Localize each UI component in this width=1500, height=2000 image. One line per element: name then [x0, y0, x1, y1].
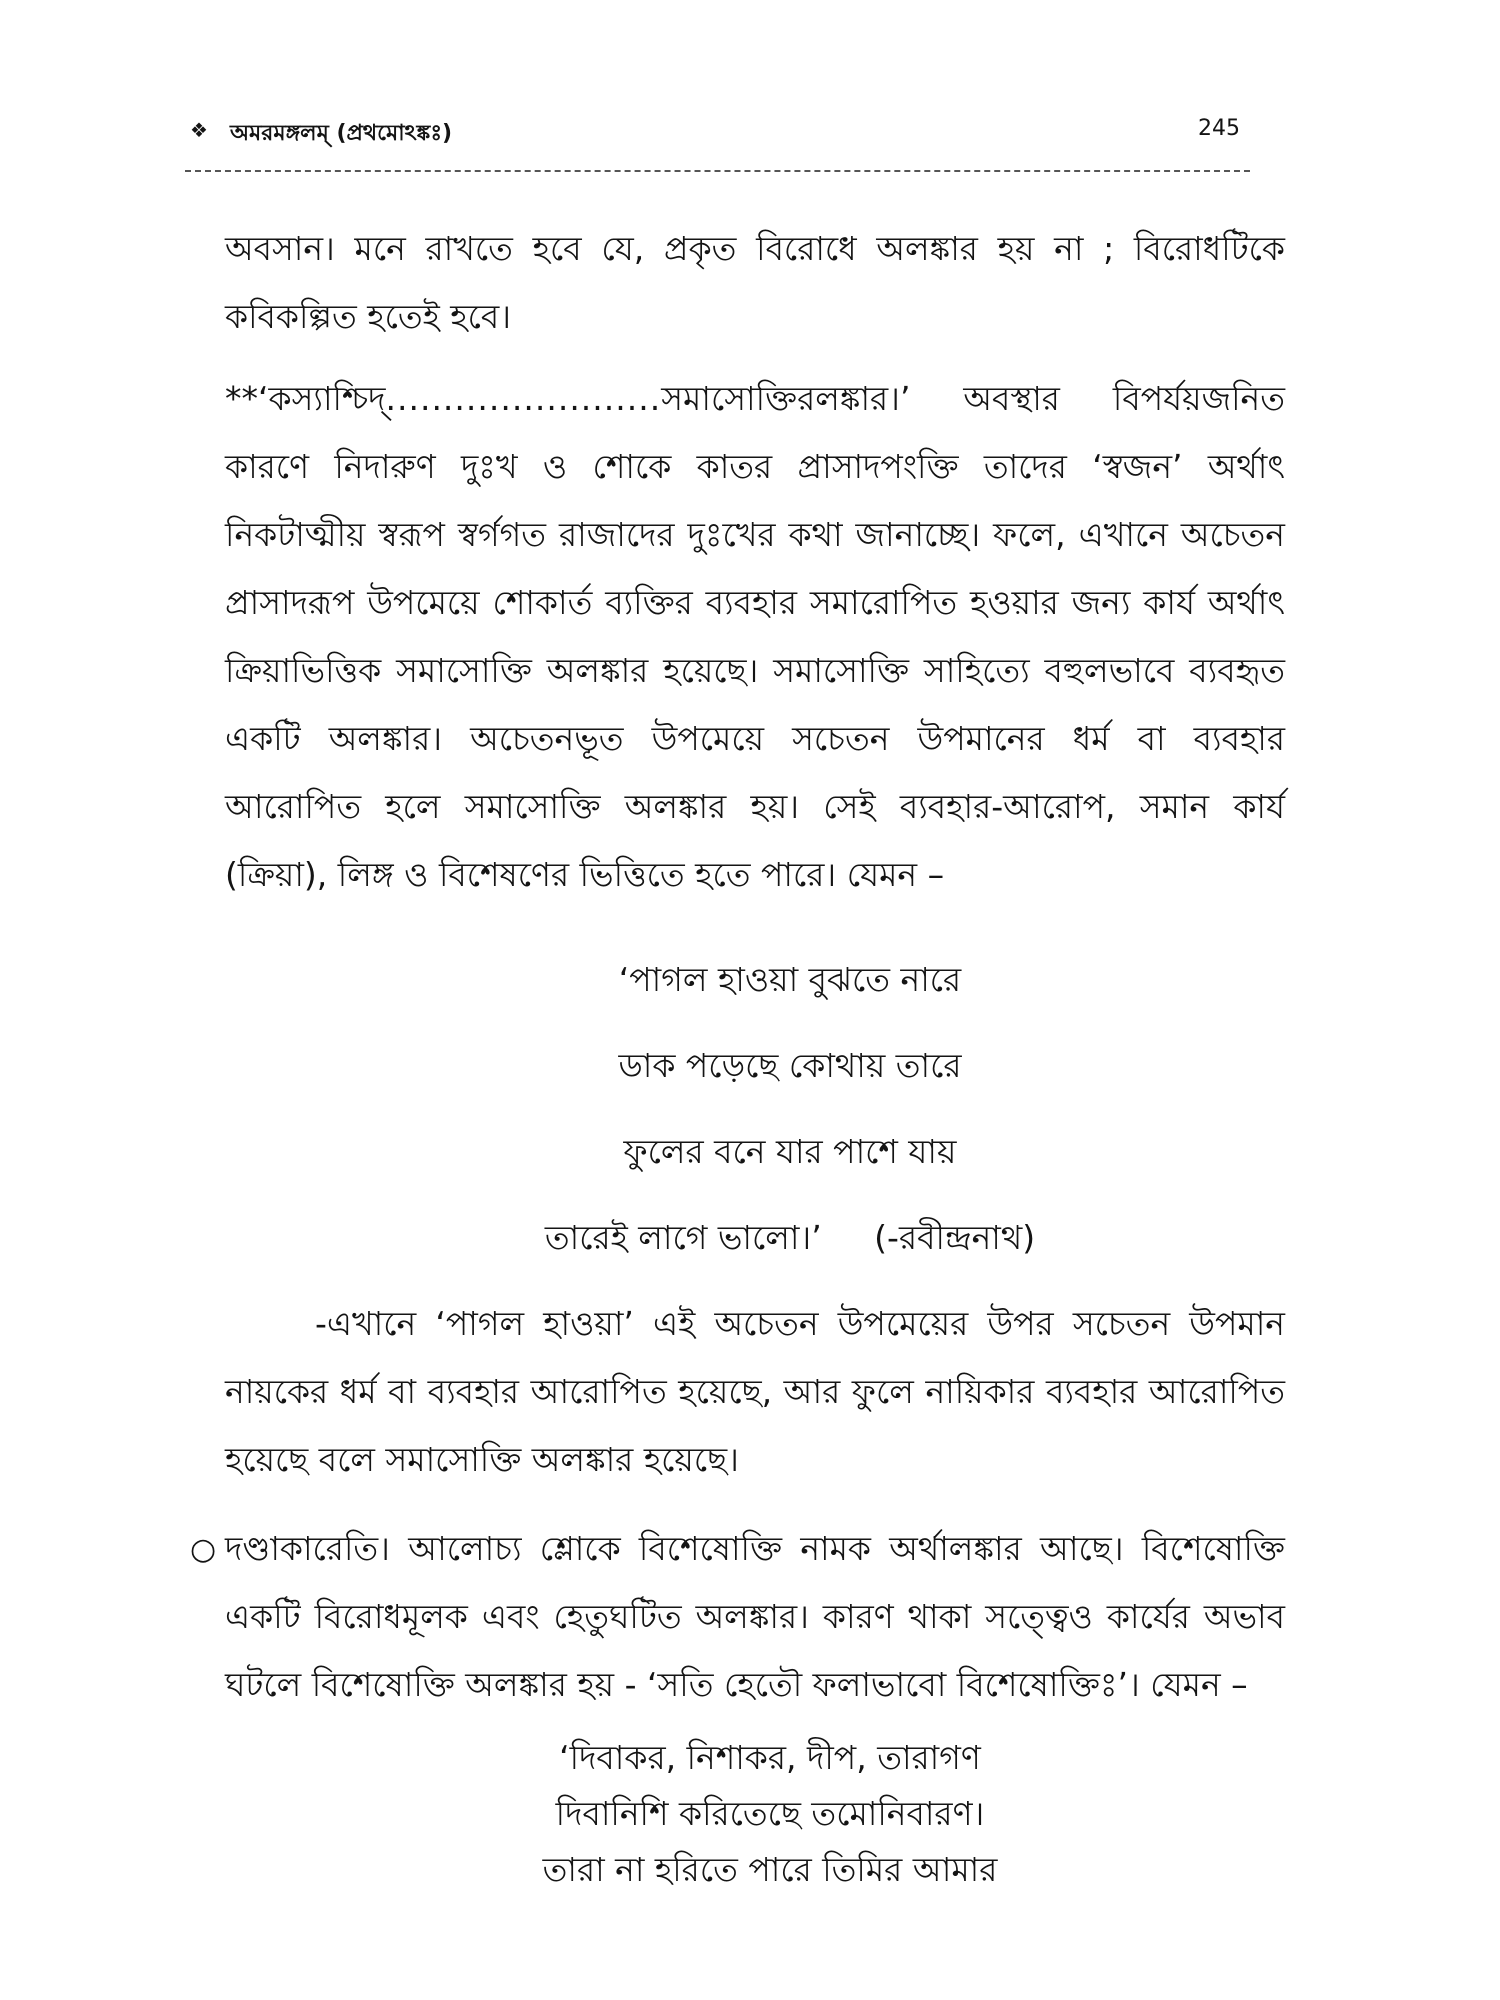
- verse-line: ফুলের বনে যার পাশে যায়: [623, 1132, 957, 1171]
- header-title: অমরমঙ্গলম্ (প্রথমোঽঙ্কঃ): [230, 121, 453, 146]
- verse-line: দিবানিশি করিতেছে তমোনিবারণ।: [555, 1794, 985, 1833]
- verse-line: [440, 1195, 1140, 1281]
- quote-lead: **‘কস্যাশ্চিদ্: [225, 379, 386, 418]
- paragraph-text: অবসান। মনে রাখতে হবে যে, প্রকৃত বিরোধে অলঙ্কার হয় না ; বিরোধটিকে কবিকল্পিত হতেই হবে।: [225, 229, 1285, 336]
- diamond-ornament-icon: ❖: [190, 118, 208, 142]
- running-header: [190, 112, 1240, 152]
- verse-last-line: তারেই লাগে ভালো।’: [544, 1218, 822, 1257]
- verse-text: [420, 1730, 1120, 1898]
- circle-bullet-icon: ○: [190, 1532, 217, 1567]
- paragraph-4: [225, 1515, 1285, 1719]
- page-number: 245: [1198, 116, 1240, 141]
- verse-text: [440, 937, 1140, 1281]
- verse-attribution: (-রবীন্দ্রনাথ): [874, 1218, 1036, 1257]
- ellipsis-dots: ........................: [385, 379, 662, 418]
- verse-line: ‘পাগল হাওয়া বুঝতে নারে: [618, 960, 962, 999]
- header-divider: [185, 170, 1250, 172]
- paragraph-text: -এখানে ‘পাগল হাওয়া’ এই অচেতন উপমেয়ের উপর সচেতন উপমান নায়কের ধর্ম বা ব্যবহার আরোপিত হয়েছে, আর ফুলে নায়িকার ব্যবহার আরোপিত হয়েছে বলে সমাসোক্তি অলঙ্কার হয়েছে।: [225, 1304, 1285, 1479]
- paragraph-1: [225, 215, 1285, 351]
- paragraph-text: দণ্ডাকারেতি। আলোচ্য শ্লোকে বিশেষোক্তি নামক অর্থালঙ্কার আছে। বিশেষোক্তি একটি বিরোধমূলক এবং হেতুঘটিত অলঙ্কার। কারণ থাকা সত্ত্বেও কার্যের অভাব ঘটলে বিশেষোক্তি অলঙ্কার হয় - ‘সতি হেতৌ ফলাভাবো বিশেষোক্তিঃ’। যেমন –: [225, 1529, 1285, 1704]
- verse-line: ‘দিবাকর, নিশাকর, দীপ, তারাগণ: [559, 1738, 981, 1777]
- paragraph-3: [225, 1290, 1285, 1494]
- paragraph-text: [225, 365, 1285, 909]
- paragraph-rest: সমাসোক্তিরলঙ্কার।’ অবস্থার বিপর্যয়জনিত কারণে নিদারুণ দুঃখ ও শোকে কাতর প্রাসাদপংক্তি তাদের ‘স্বজন’ অর্থাৎ নিকটাত্মীয় স্বরূপ স্বর্গগত রাজাদের দুঃখের কথা জানাচ্ছে। ফলে, এখানে অচেতন প্রাসাদরূপ উপমেয়ে শোকার্ত ব্যক্তির ব্যবহার সমারোপিত হওয়ার জন্য কার্য অর্থাৎ ক্রিয়াভিত্তিক সমাসোক্তি অলঙ্কার হয়েছে। সমাসোক্তি সাহিত্যে বহুলভাবে ব্যবহৃত একটি অলঙ্কার। অচেতনভূত উপমেয়ে সচেতন উপমানের ধর্ম বা ব্যবহার আরোপিত হলে সমাসোক্তি অলঙ্কার হয়। সেই ব্যবহার-আরোপ, সমান কার্য (ক্রিয়া), লিঙ্গ ও বিশেষণের ভিত্তিতে হতে পারে। যেমন –: [225, 379, 1285, 894]
- verse-line: তারা না হরিতে পারে তিমির আমার: [542, 1850, 998, 1889]
- verse-line: ডাক পড়েছে কোথায় তারে: [618, 1046, 962, 1085]
- paragraph-2: [225, 365, 1285, 909]
- verse-block-2: [420, 1730, 1120, 1898]
- verse-block-1: [440, 937, 1140, 1281]
